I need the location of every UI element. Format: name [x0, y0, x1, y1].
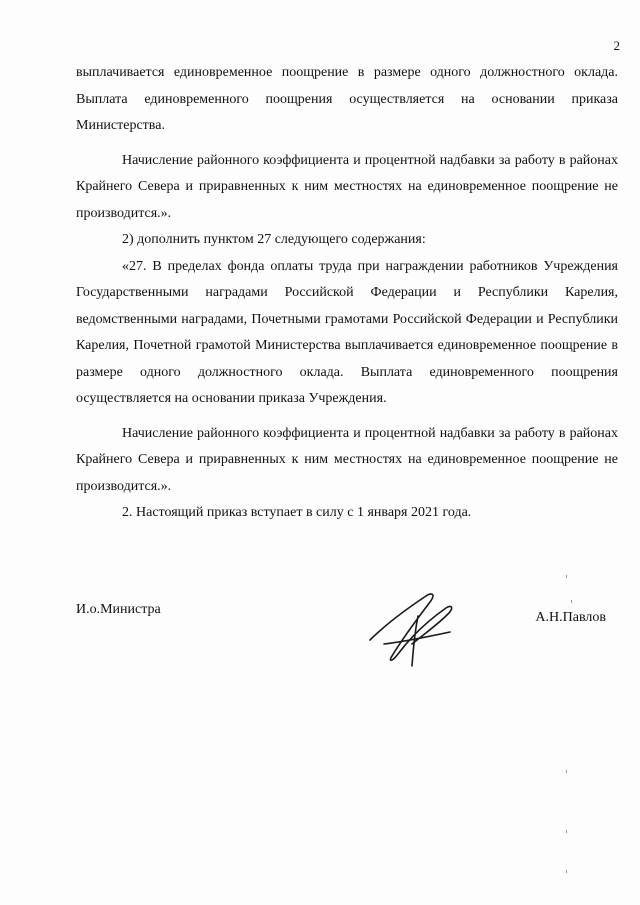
paragraph-continuation: выплачивается единовременное поощрение в размере одного должностного оклада. Выплата единовременного поощрения осуществляется на основании приказа Министерства. [76, 65, 618, 133]
paragraph-regional-coefficient-1: Начисление районного коэффициента и процентной надбавки за работу в районах Крайнего Севера и приравненных к ним местностях на единовременное поощрение не производится.». [76, 152, 618, 221]
handwritten-signature [362, 582, 472, 672]
paragraph-effective-date: 2. Настоящий приказ вступает в силу с 1 января 2021 года. [122, 505, 472, 520]
scan-artifact [566, 830, 567, 833]
paragraph-amendment-intro: 2) дополнить пунктом 27 следующего содержания: [122, 232, 426, 247]
page-number: 2 [613, 38, 620, 53]
signer-name: А.Н.Павлов [535, 610, 606, 625]
signature-block [76, 602, 618, 682]
scan-artifact [566, 575, 567, 578]
document-body [76, 60, 618, 527]
scan-artifact [566, 770, 567, 773]
signer-position: И.о.Министра [76, 602, 161, 617]
paragraph-clause-27: «27. В пределах фонда оплаты труда при награждении работников Учреждения Государственными наградами Российской Федерации и Республики Карелия, ведомственными наградами, Почетными грамотами Российской Федерации и Республики Карелия, Почетной грамотой Министерства выплачивается единовременное поощрение в размере одного должностного оклада. Выплата единовременного поощрения осуществляется на основании приказа Учреждения. [76, 258, 618, 406]
scan-artifact [566, 870, 567, 873]
paragraph-regional-coefficient-2: Начисление районного коэффициента и процентной надбавки за работу в районах Крайнего Севера и приравненных к ним местностях на единовременное поощрение не производится.». [76, 425, 618, 494]
scan-artifact [571, 600, 572, 603]
